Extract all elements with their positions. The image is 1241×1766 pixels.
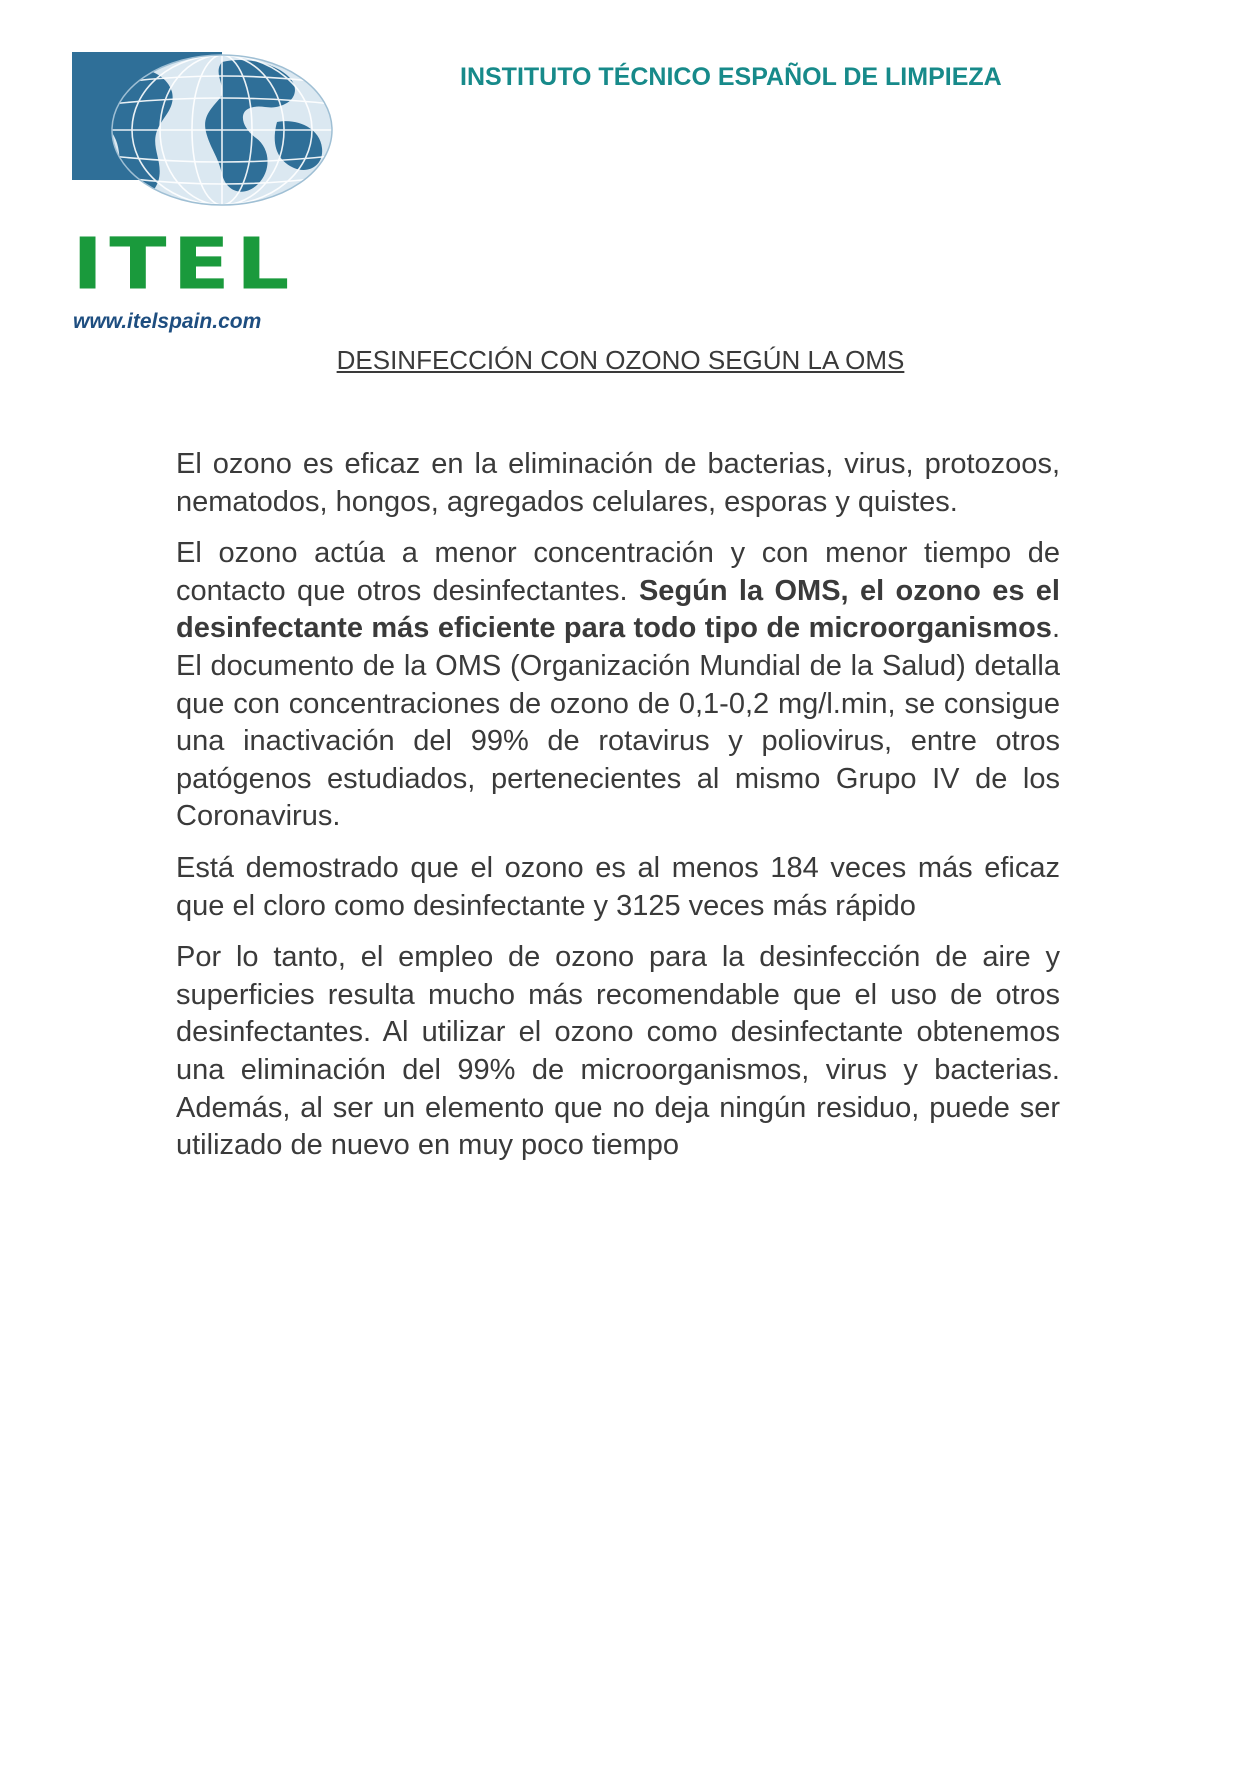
itel-logo	[72, 52, 334, 333]
globe-icon	[72, 52, 334, 237]
paragraph: Por lo tanto, el empleo de ozono para la desinfección de aire y superficies resulta mucho más recomendable que el uso de otros desinfectantes. Al utilizar el ozono como desinfectante obtenemos una eliminación del 99% de microorganismos, virus y bacterias. Además, al ser un elemento que no deja ningún residuo, puede ser utilizado de nuevo en muy poco tiempo	[176, 941, 1060, 1162]
document-title: DESINFECCIÓN CON OZONO SEGÚN LA OMS	[336, 345, 905, 375]
paragraph-bold-text: Según la OMS, el ozono es el desinfectante más eficiente para todo tipo de microorganismos	[176, 574, 1060, 645]
paragraph-text: El ozono actúa a menor concentración y con menor tiempo de contacto que otros desinfectantes.	[176, 537, 1060, 607]
document-body	[176, 446, 1060, 1179]
logo-url: www.itelspain.com	[73, 310, 262, 333]
paragraph	[176, 535, 1060, 836]
paragraph-text: . El documento de la OMS (Organización Mundial de la Salud) detalla que con concentraciones de ozono de 0,1-0,2 mg/l.min, se consigue una inactivación del 99% de rotavirus y poliovirus, entre otros patógenos estudiados, pertenecientes al mismo Grupo IV de los Coronavirus.	[176, 612, 1060, 833]
institute-name: INSTITUTO TÉCNICO ESPAÑOL DE LIMPIEZA	[460, 63, 1002, 91]
paragraph: Está demostrado que el ozono es al menos 184 veces más eficaz que el cloro como desinfectante y 3125 veces más rápido	[176, 851, 1060, 922]
logo-wordmark: ITEL	[72, 222, 296, 306]
paragraph: El ozono es eficaz en la eliminación de bacterias, virus, protozoos, nematodos, hongos, agregados celulares, esporas y quistes.	[176, 448, 1060, 518]
